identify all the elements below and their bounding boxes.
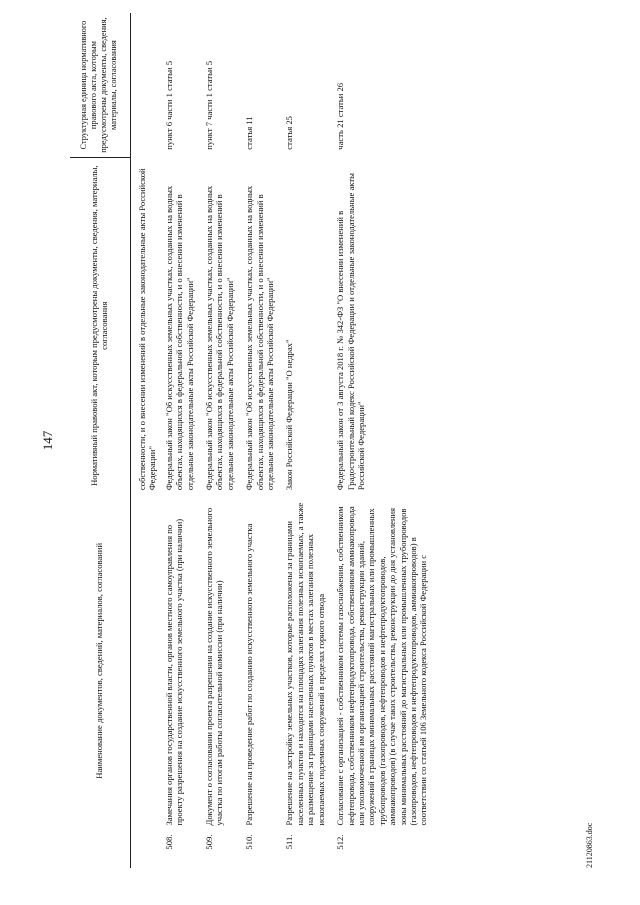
act-cell: Федеральный закон "Об искусственных земельных участках, созданных на водных объектах, находящихся в федеральной собственности, и о внесении изменений в отдельные законодательные акты Российской Федерации" (244, 185, 276, 491)
unit-cell: часть 21 статьи 26 (335, 82, 346, 150)
row-number: 511. (284, 834, 295, 850)
act-cell: Закон Российской Федерации "О недрах" (284, 339, 295, 491)
name-cell: Разрешение на проведение работ по созданию искусственного земельного участка (244, 523, 255, 826)
header-name: Наименование документов, сведений, материалов, согласований (70, 493, 131, 828)
table-row (200, 13, 240, 868)
header-number (70, 829, 131, 868)
header-unit: Структурная единица нормативного правового акта, которым предусмотрены документы, сведения, материалы, согласования (70, 13, 131, 158)
act-cell: собственности, и о внесении изменений в отдельные законодательные акты Российской Федерации" (137, 168, 158, 491)
table-header-row (70, 13, 131, 868)
name-cell: Разрешение на застройку земельных участков, которые расположены за границами населенных пунктов и находятся на площадях залегания полезных ископаемых, а также на размещение за границами населенных пунктов в местах залегания полезных ископаемых подземных сооружений в пределах горного отвода (284, 502, 326, 826)
page-number: 147 (40, 430, 55, 451)
unit-cell: статья 11 (244, 116, 255, 150)
table-row (331, 13, 434, 868)
table-row (280, 13, 331, 868)
name-cell: Согласование с организацией - собственником системы газоснабжения, собственником нефтепровода, собственником нефтепродуктопровода, собственником аммиакопровода или уполномоченной им организацией строительства, реконструкции зданий, сооружений в границах минимальных расстояний магистральных или промышленных трубопроводов (газопроводов, нефтепроводов и нефтепродуктопроводов, аммиакопроводов) (в случае таких строительства, реконструкции до дня установления зоны минимальных расстояний до магистральных или промышленных трубопроводов (газопроводов, нефтепроводов и нефтепродуктопроводов, аммиакопроводов) в соответствии со статьей 106 Земельного кодекса Российской Федерации с (335, 506, 429, 826)
unit-cell: пункт 6 части 1 статьи 5 (163, 60, 174, 150)
table-row-continuation (131, 13, 160, 868)
document-code: 21120863.doc (585, 822, 594, 868)
row-number: 510. (244, 834, 255, 850)
table-row (240, 13, 280, 868)
unit-cell: пункт 7 части 1 статьи 5 (204, 60, 215, 150)
act-cell: Федеральный закон "Об искусственных земельных участках, созданных на водных объектах, находящихся в федеральной собственности, и о внесении изменений в отдельные законодательные акты Российской Федерации" (163, 185, 195, 491)
rotated-page (40, 13, 600, 868)
unit-cell: статья 25 (284, 116, 295, 150)
table-row (160, 13, 200, 868)
name-cell: Замечания органов государственной власти, органов местного самоуправления по проекту разрешения на создание искусственного земельного участка (при наличии) (163, 518, 185, 826)
header-act: Нормативный правовой акт, которым предусмотрены документы, сведения, материалы, согласования (70, 158, 131, 493)
act-cell: Федеральный закон от 3 августа 2018 г. № 342-ФЗ "О внесении изменений в Градостроительный кодекс Российской Федерации и отдельные законодательные акты Российской Федерации" (335, 173, 366, 491)
act-cell: Федеральный закон "Об искусственных земельных участках, созданных на водных объектах, находящихся в федеральной собственности, и о внесении изменений в отдельные законодательные акты Российской Федерации" (204, 185, 235, 491)
row-number: 508. (163, 834, 174, 850)
row-number: 512. (335, 834, 346, 850)
name-cell: Документ о согласовании проекта разрешения на создание искусственного земельного участка по итогам работы согласительной комиссии (при наличии) (204, 507, 225, 826)
documents-table (70, 13, 434, 868)
row-number: 509. (204, 834, 215, 850)
